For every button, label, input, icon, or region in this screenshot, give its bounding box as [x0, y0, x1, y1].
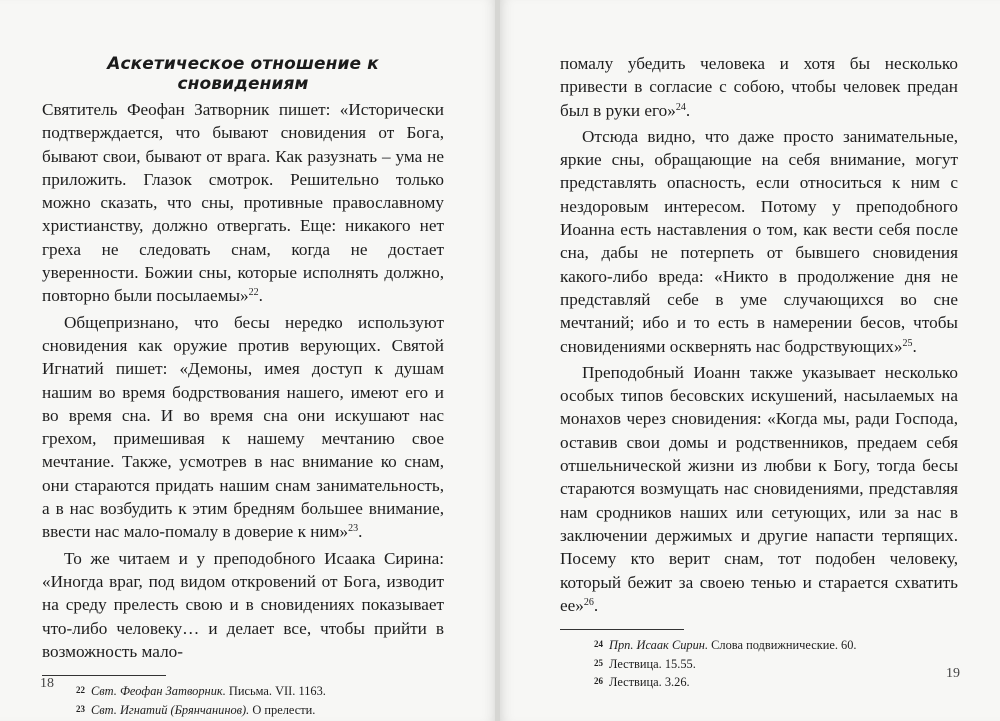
page-number-right: 19: [946, 666, 960, 681]
left-paragraph-2: Общепризнано, что бесы нередко используют сновидения как оружие против верующих. Святой Игнатий пишет: «Демоны, имея доступ к душам нашим во время бодрствования нашего, имеют его и во время сна. И во время сна они искушают нас грехом, примешивая к нашему мечтанию свое мечтание. Также, усмотрев в нас внимание ко снам, они стараются придать нашим снам занимательность, а в нас возбудить к этим бредням большее внимание, ввести нас мало-помалу в доверие к ним»$^{23}$.: [42, 312, 444, 542]
footnote-ref-24[interactable]: 24: [675, 101, 686, 113]
right-text-column: [560, 52, 958, 692]
left-text-column: [42, 54, 444, 719]
footnote-ref-22[interactable]: 22: [248, 287, 259, 299]
right-page: [500, 0, 1000, 721]
left-paragraph-3: То же читаем и у преподобного Исаака Сирина: «Иногда враг, под видом откровений от Бога, изводит на среду прелесть свою и в сновидениях показывает что-либо человеку… и делает все, чтобы прийти в возможность мало-: [42, 548, 444, 661]
footnote-ref-23[interactable]: 23: [348, 523, 359, 535]
footnote-ref-26[interactable]: 26: [583, 596, 594, 608]
footnote-25: 25 Лествица. 15.55.: [594, 656, 696, 671]
footnote-23: 23 Свт. Игнатий (Брянчанинов). О прелести.: [76, 702, 316, 717]
left-page: [0, 0, 496, 721]
section-heading: Аскетическое отношение к сновидениям: [107, 54, 379, 94]
footnote-26: 26 Лествица. 3.26.: [594, 675, 690, 690]
footnote-22: 22 Свт. Феофан Затворник. Письма. VII. 1163.: [76, 684, 326, 699]
footnote-24: 24 Прп. Исаак Сирин. Слова подвижнические. 60.: [594, 638, 857, 653]
right-paragraph-1: помалу убедить человека и хотя бы несколько привести в согласие с собою, чтобы человек предан был в руки его»$^{24}$.: [560, 54, 958, 120]
right-paragraph-2: Отсюда видно, что даже просто занимательные, яркие сны, обращающие на себя внимание, могут представлять опасность, если относиться к ним с нездоровым интересом. Потому у преподобного Иоанна есть наставления о том, как вести себя после сна, дабы не потерпеть от бывшего сновидения какого-либо вреда: «Никто в продолжение дня не представляй себе в уме случающихся во сне мечтаний; ибо и то есть в намерении бесов, чтобы сновидениями осквернять нас бодрствующих»$^{25}$.: [560, 126, 958, 356]
footnote-divider: [42, 675, 166, 676]
footnote-divider: [560, 629, 684, 630]
right-paragraph-3: Преподобный Иоанн также указывает несколько особых типов бесовских искушений, насылаемых на монахов через сновидения: «Когда мы, ради Господа, оставив свои домы и родственников, предаем себя отшельнической жизни из любви к Богу, тогда бесы стараются возмущать нас сновидениями, представляя нам сродников наших или сетующих, или за нас в заключении держимых и другие напасти терпящих. Посему кто верит снам, тот подобен человеку, который бежит за своею тенью и старается схватить ее»$^{26}$.: [560, 362, 958, 615]
left-paragraph-1: Святитель Феофан Затворник пишет: «Исторически подтверждается, что бывают сновидения от Бога, бывают свои, бывают от врага. Как разузнать – ума не приложить. Глазок смотрок. Решительно только можно сказать, что сны, противные православному христианству, должно отвергать. Еще: никакого нет греха не следовать снам, когда не достает уверенности. Божии сны, которые исполнять должно, повторно были посылаемы»$^{22}$.: [42, 100, 444, 306]
footnote-ref-25[interactable]: 25: [902, 337, 913, 349]
page-number-left: 18: [40, 676, 54, 691]
